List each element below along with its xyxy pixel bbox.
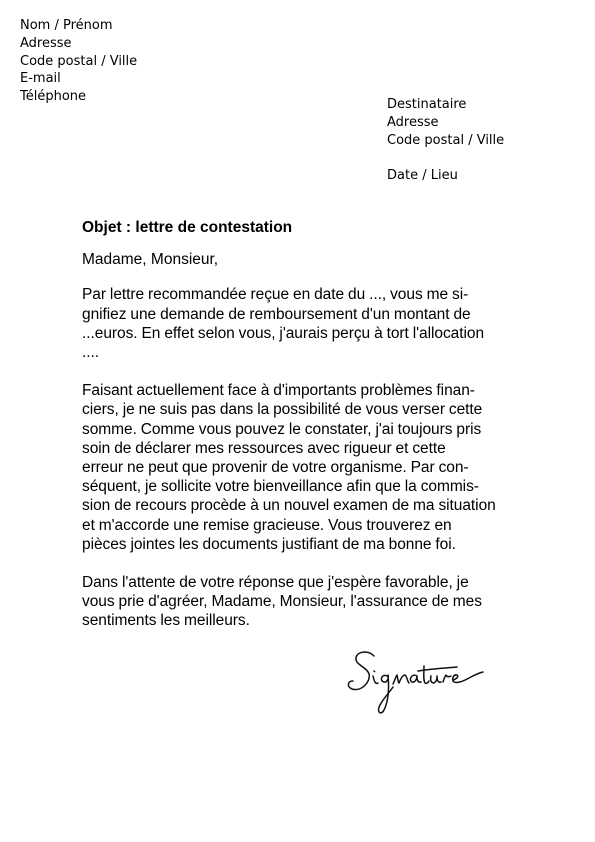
sender-email: E-mail [20,71,61,87]
paragraph-line: .... [82,344,100,362]
paragraph-line: soin de déclarer mes ressources avec rigueur et cette [82,439,446,457]
paragraph-line: sion de recours procède à un nouvel examen de ma situation [82,497,496,515]
paragraph-line: sentiments les meilleurs. [82,612,250,630]
paragraph-line: erreur ne peut que provenir de votre organisme. Par con- [82,459,469,477]
paragraph-line: Faisant actuellement face à d'importants problèmes finan- [82,382,475,400]
sender-address: Adresse [20,35,72,51]
paragraph-line: Par lettre recommandée reçue en date du ..., vous me si- [82,286,469,304]
paragraph-line: séquent, je sollicite votre bienveillance afin que la commis- [82,478,479,496]
paragraph-line: et m'accorde une remise gracieuse. Vous trouverez en [82,516,452,534]
sender-block [20,17,137,106]
paragraph-line: pièces jointes les documents justifiant de ma bonne foi. [82,535,456,553]
letter-subject: Objet : lettre de contestation [82,219,293,236]
sender-postal-city: Code postal / Ville [20,53,138,69]
paragraph-3 [82,573,507,631]
paragraph-line: gnifiez une demande de remboursement d'un montant de [82,305,471,323]
paragraph-2 [82,381,507,554]
letter-salutation: Madame, Monsieur, [82,251,219,269]
recipient-postal-city: Code postal / Ville [387,133,505,148]
letter-body [82,218,507,650]
paragraph-line: somme. Comme vous pouvez le constater, j'ai toujours pris [82,420,482,438]
sender-name: Nom / Prénom [20,18,113,33]
recipient-block [387,96,504,185]
date-place: Date / Lieu [387,168,458,183]
paragraph-line: Dans l'attente de votre réponse que j'espère favorable, je [82,574,469,592]
recipient-label: Destinataire [387,97,467,112]
paragraph-line: vous prie d'agréer, Madame, Monsieur, l'assurance de mes [82,593,482,611]
paragraph-1 [82,285,507,362]
handwritten-signature [345,648,490,718]
paragraph-line: ...euros. En effet selon vous, j'aurais perçu à tort l'allocation [82,324,485,342]
paragraph-line: ciers, je ne suis pas dans la possibilité de vous verser cette [82,401,483,419]
recipient-address: Adresse [387,115,439,130]
sender-phone: Téléphone [20,89,87,105]
